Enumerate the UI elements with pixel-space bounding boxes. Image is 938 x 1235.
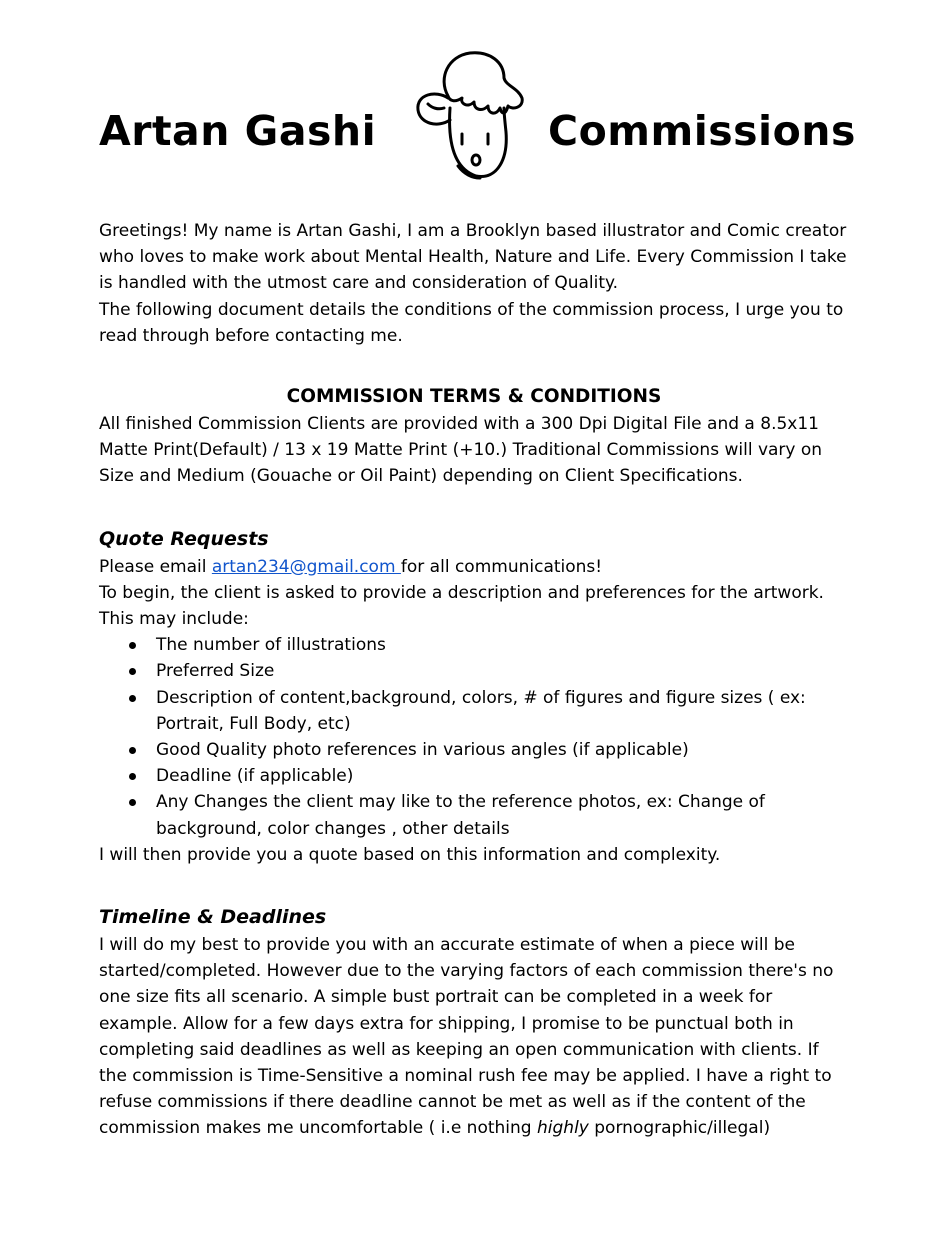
quote-closing: I will then provide you a quote based on this information and complexity. [99,844,721,865]
list-item: Description of content,background, colors, # of figures and figure sizes ( ex: Portrait, Full Body, etc) [156,685,849,737]
timeline-emphasis: highly [537,1118,589,1139]
email-link[interactable]: artan234@gmail.com [211,556,401,577]
terms-paragraph: All finished Commission Clients are provided with a 300 Dpi Digital File and a 8.5x11 Matte Print(Default) / 13 x 19 Matte Print (+10.) Traditional Commissions will vary on Size and Medium (Gouache or Oil Paint) depending on Client Specifications. [99,414,823,487]
list-item: Good Quality photo references in various angles (if applicable) [156,737,849,763]
timeline-heading: Timeline & Deadlines [99,906,327,929]
document-header [0,0,938,200]
quote-intro: To begin, the client is asked to provide a description and preferences for the artwork. This may include: [99,582,824,630]
document-title: Commissions [548,107,856,155]
artist-name: Artan Gashi [99,107,377,155]
email-line [99,554,849,580]
list-item: Deadline (if applicable) [156,763,849,789]
list-item: Any Changes the client may like to the reference photos, ex: Change of background, color changes , other details [156,789,849,841]
timeline-body-end: pornographic/illegal) [588,1118,771,1139]
intro-paragraph: Greetings! My name is Artan Gashi, I am a Brooklyn based illustrator and Comic creator who loves to make work about Mental Health, Nature and Life. Every Commission I take is handled with the utmost care and consideration of Quality. [99,221,847,294]
terms-heading: COMMISSION TERMS & CONDITIONS [286,386,662,408]
document-body [99,218,849,1142]
timeline-body: I will do my best to provide you with an accurate estimate of when a piece will be started/completed. However due to the varying factors of each commission there's no one size fits all scenario. A simple bust portrait can be completed in a week for example. Allow for a few days extra for shipping, I promise to be punctual both in completing said deadlines as well as keeping an open communication with clients. If the commission is Time-Sensitive a nominal rush fee may be applied. I have a right to refuse commissions if there deadline cannot be met as well as if the content of the commission makes me uncomfortable ( i.e nothing [99,935,834,1139]
quote-requirements-list [99,632,849,842]
cartoon-face-icon [408,48,533,183]
quote-requests-heading: Quote Requests [99,527,269,550]
email-prefix: Please email [99,556,212,577]
timeline-paragraph [99,932,849,1142]
intro-paragraph-2: The following document details the conditions of the commission process, I urge you to read through before contacting me. [99,299,844,346]
list-item: Preferred Size [156,658,849,684]
email-suffix: for all communications! [400,556,603,577]
list-item: The number of illustrations [156,632,849,658]
